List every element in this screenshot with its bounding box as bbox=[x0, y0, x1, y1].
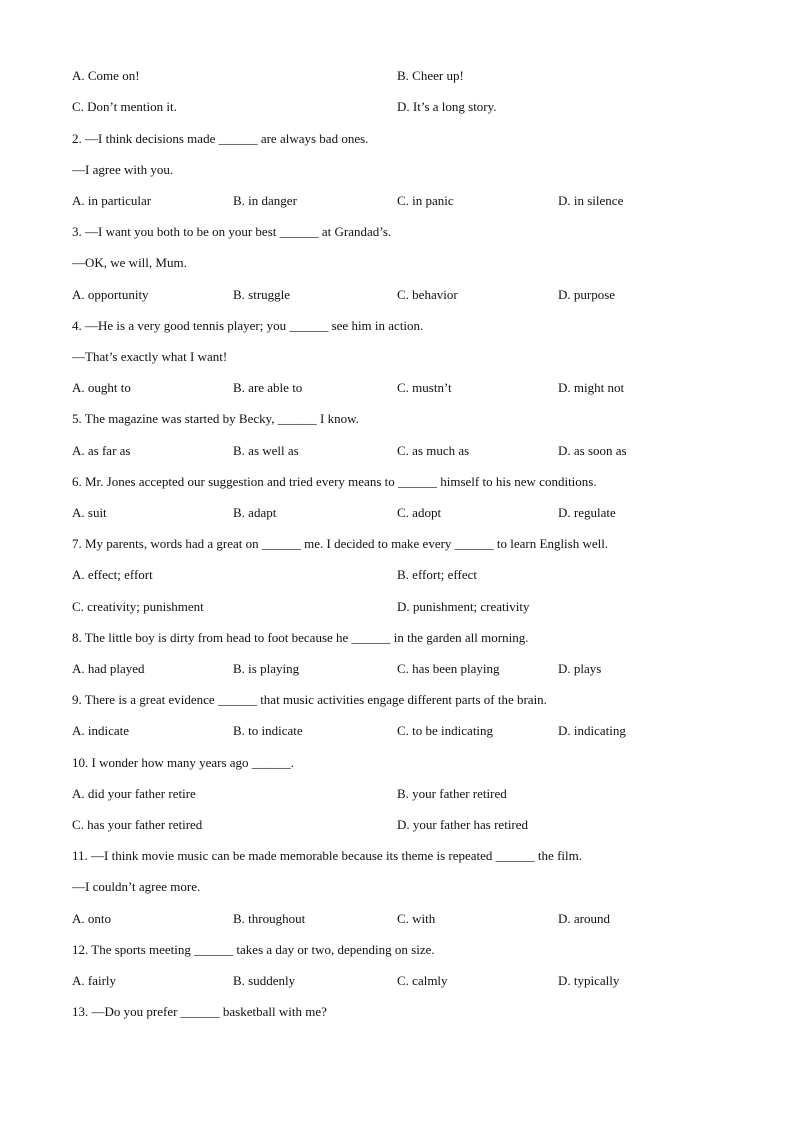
q9-option-b[interactable]: B. to indicate bbox=[233, 723, 303, 738]
q5-option-a[interactable]: A. as far as bbox=[72, 443, 131, 458]
q3-option-d[interactable]: D. purpose bbox=[558, 287, 616, 302]
q12-option-b[interactable]: B. suddenly bbox=[233, 973, 296, 988]
q9-option-a[interactable]: A. indicate bbox=[72, 723, 130, 738]
q4-stem: 4. —He is a very good tennis player; you ______ see him in action. bbox=[72, 318, 424, 333]
q2-stem: 2. —I think decisions made ______ are always bad ones. bbox=[72, 131, 369, 146]
q12-option-c[interactable]: C. calmly bbox=[397, 973, 448, 988]
q7-options-row-1 bbox=[72, 567, 732, 583]
q10-options-row-1 bbox=[72, 786, 732, 802]
q7-option-c[interactable]: C. creativity; punishment bbox=[72, 599, 204, 614]
q10-stem: 10. I wonder how many years ago ______. bbox=[72, 755, 295, 770]
q6-option-c[interactable]: C. adopt bbox=[397, 505, 442, 520]
q11-options bbox=[72, 911, 732, 927]
q11-option-c[interactable]: C. with bbox=[397, 911, 436, 926]
q2-options bbox=[72, 193, 732, 209]
q8-stem: 8. The little boy is dirty from head to foot because he ______ in the garden all morning. bbox=[72, 630, 529, 645]
q4-option-b[interactable]: B. are able to bbox=[233, 380, 303, 395]
q10-options-row-2 bbox=[72, 817, 732, 833]
q5-stem: 5. The magazine was started by Becky, ______ I know. bbox=[72, 411, 359, 426]
q4-option-a[interactable]: A. ought to bbox=[72, 380, 131, 395]
q10-option-b[interactable]: B. your father retired bbox=[397, 786, 507, 801]
q8-options bbox=[72, 661, 732, 677]
q9-options bbox=[72, 723, 732, 739]
q1-option-a[interactable]: A. Come on! bbox=[72, 68, 140, 83]
q4-options bbox=[72, 380, 732, 396]
q1-options-row-2 bbox=[72, 99, 732, 115]
q11-option-b[interactable]: B. throughout bbox=[233, 911, 306, 926]
q9-option-d[interactable]: D. indicating bbox=[558, 723, 626, 738]
q12-option-d[interactable]: D. typically bbox=[558, 973, 620, 988]
q5-option-c[interactable]: C. as much as bbox=[397, 443, 470, 458]
q3-options bbox=[72, 287, 732, 303]
q7-option-a[interactable]: A. effect; effort bbox=[72, 567, 153, 582]
q2-option-d[interactable]: D. in silence bbox=[558, 193, 624, 208]
q6-option-a[interactable]: A. suit bbox=[72, 505, 107, 520]
q1-option-d[interactable]: D. It’s a long story. bbox=[397, 99, 497, 114]
q1-option-c[interactable]: C. Don’t mention it. bbox=[72, 99, 177, 114]
q7-option-d[interactable]: D. punishment; creativity bbox=[397, 599, 530, 614]
q8-option-b[interactable]: B. is playing bbox=[233, 661, 300, 676]
q6-stem: 6. Mr. Jones accepted our suggestion and tried every means to ______ himself to his new conditions. bbox=[72, 474, 597, 489]
q8-option-a[interactable]: A. had played bbox=[72, 661, 145, 676]
q6-option-d[interactable]: D. regulate bbox=[558, 505, 616, 520]
q3-stem: 3. —I want you both to be on your best ______ at Grandad’s. bbox=[72, 224, 392, 239]
q5-options bbox=[72, 443, 732, 459]
q3-reply: —OK, we will, Mum. bbox=[72, 255, 187, 270]
q9-option-c[interactable]: C. to be indicating bbox=[397, 723, 494, 738]
q5-option-b[interactable]: B. as well as bbox=[233, 443, 299, 458]
q3-option-c[interactable]: C. behavior bbox=[397, 287, 458, 302]
q2-option-c[interactable]: C. in panic bbox=[397, 193, 454, 208]
q7-options-row-2 bbox=[72, 599, 732, 615]
q8-option-c[interactable]: C. has been playing bbox=[397, 661, 500, 676]
q13-stem: 13. —Do you prefer ______ basketball with me? bbox=[72, 1004, 327, 1019]
q11-option-d[interactable]: D. around bbox=[558, 911, 610, 926]
q4-option-c[interactable]: C. mustn’t bbox=[397, 380, 452, 395]
q7-stem: 7. My parents, words had a great on ______ me. I decided to make every ______ to learn English well. bbox=[72, 536, 609, 551]
q2-reply: —I agree with you. bbox=[72, 162, 174, 177]
q4-reply: —That’s exactly what I want! bbox=[72, 349, 228, 364]
q12-option-a[interactable]: A. fairly bbox=[72, 973, 117, 988]
q11-stem: 11. —I think movie music can be made memorable because its theme is repeated ______ the film. bbox=[72, 848, 582, 863]
q8-option-d[interactable]: D. plays bbox=[558, 661, 602, 676]
q10-option-c[interactable]: C. has your father retired bbox=[72, 817, 203, 832]
q12-stem: 12. The sports meeting ______ takes a day or two, depending on size. bbox=[72, 942, 435, 957]
q3-option-b[interactable]: B. struggle bbox=[233, 287, 291, 302]
q2-option-a[interactable]: A. in particular bbox=[72, 193, 152, 208]
q5-option-d[interactable]: D. as soon as bbox=[558, 443, 627, 458]
q2-option-b[interactable]: B. in danger bbox=[233, 193, 297, 208]
q11-option-a[interactable]: A. onto bbox=[72, 911, 111, 926]
q6-options bbox=[72, 505, 732, 521]
q4-option-d[interactable]: D. might not bbox=[558, 380, 625, 395]
q3-option-a[interactable]: A. opportunity bbox=[72, 287, 149, 302]
q1-option-b[interactable]: B. Cheer up! bbox=[397, 68, 464, 83]
q12-options bbox=[72, 973, 732, 989]
q11-reply: —I couldn’t agree more. bbox=[72, 879, 201, 894]
q10-option-d[interactable]: D. your father has retired bbox=[397, 817, 529, 832]
q10-option-a[interactable]: A. did your father retire bbox=[72, 786, 196, 801]
q9-stem: 9. There is a great evidence ______ that music activities engage different parts of the brain. bbox=[72, 692, 547, 707]
q7-option-b[interactable]: B. effort; effect bbox=[397, 567, 478, 582]
q1-options-row-1 bbox=[72, 68, 732, 84]
q6-option-b[interactable]: B. adapt bbox=[233, 505, 277, 520]
